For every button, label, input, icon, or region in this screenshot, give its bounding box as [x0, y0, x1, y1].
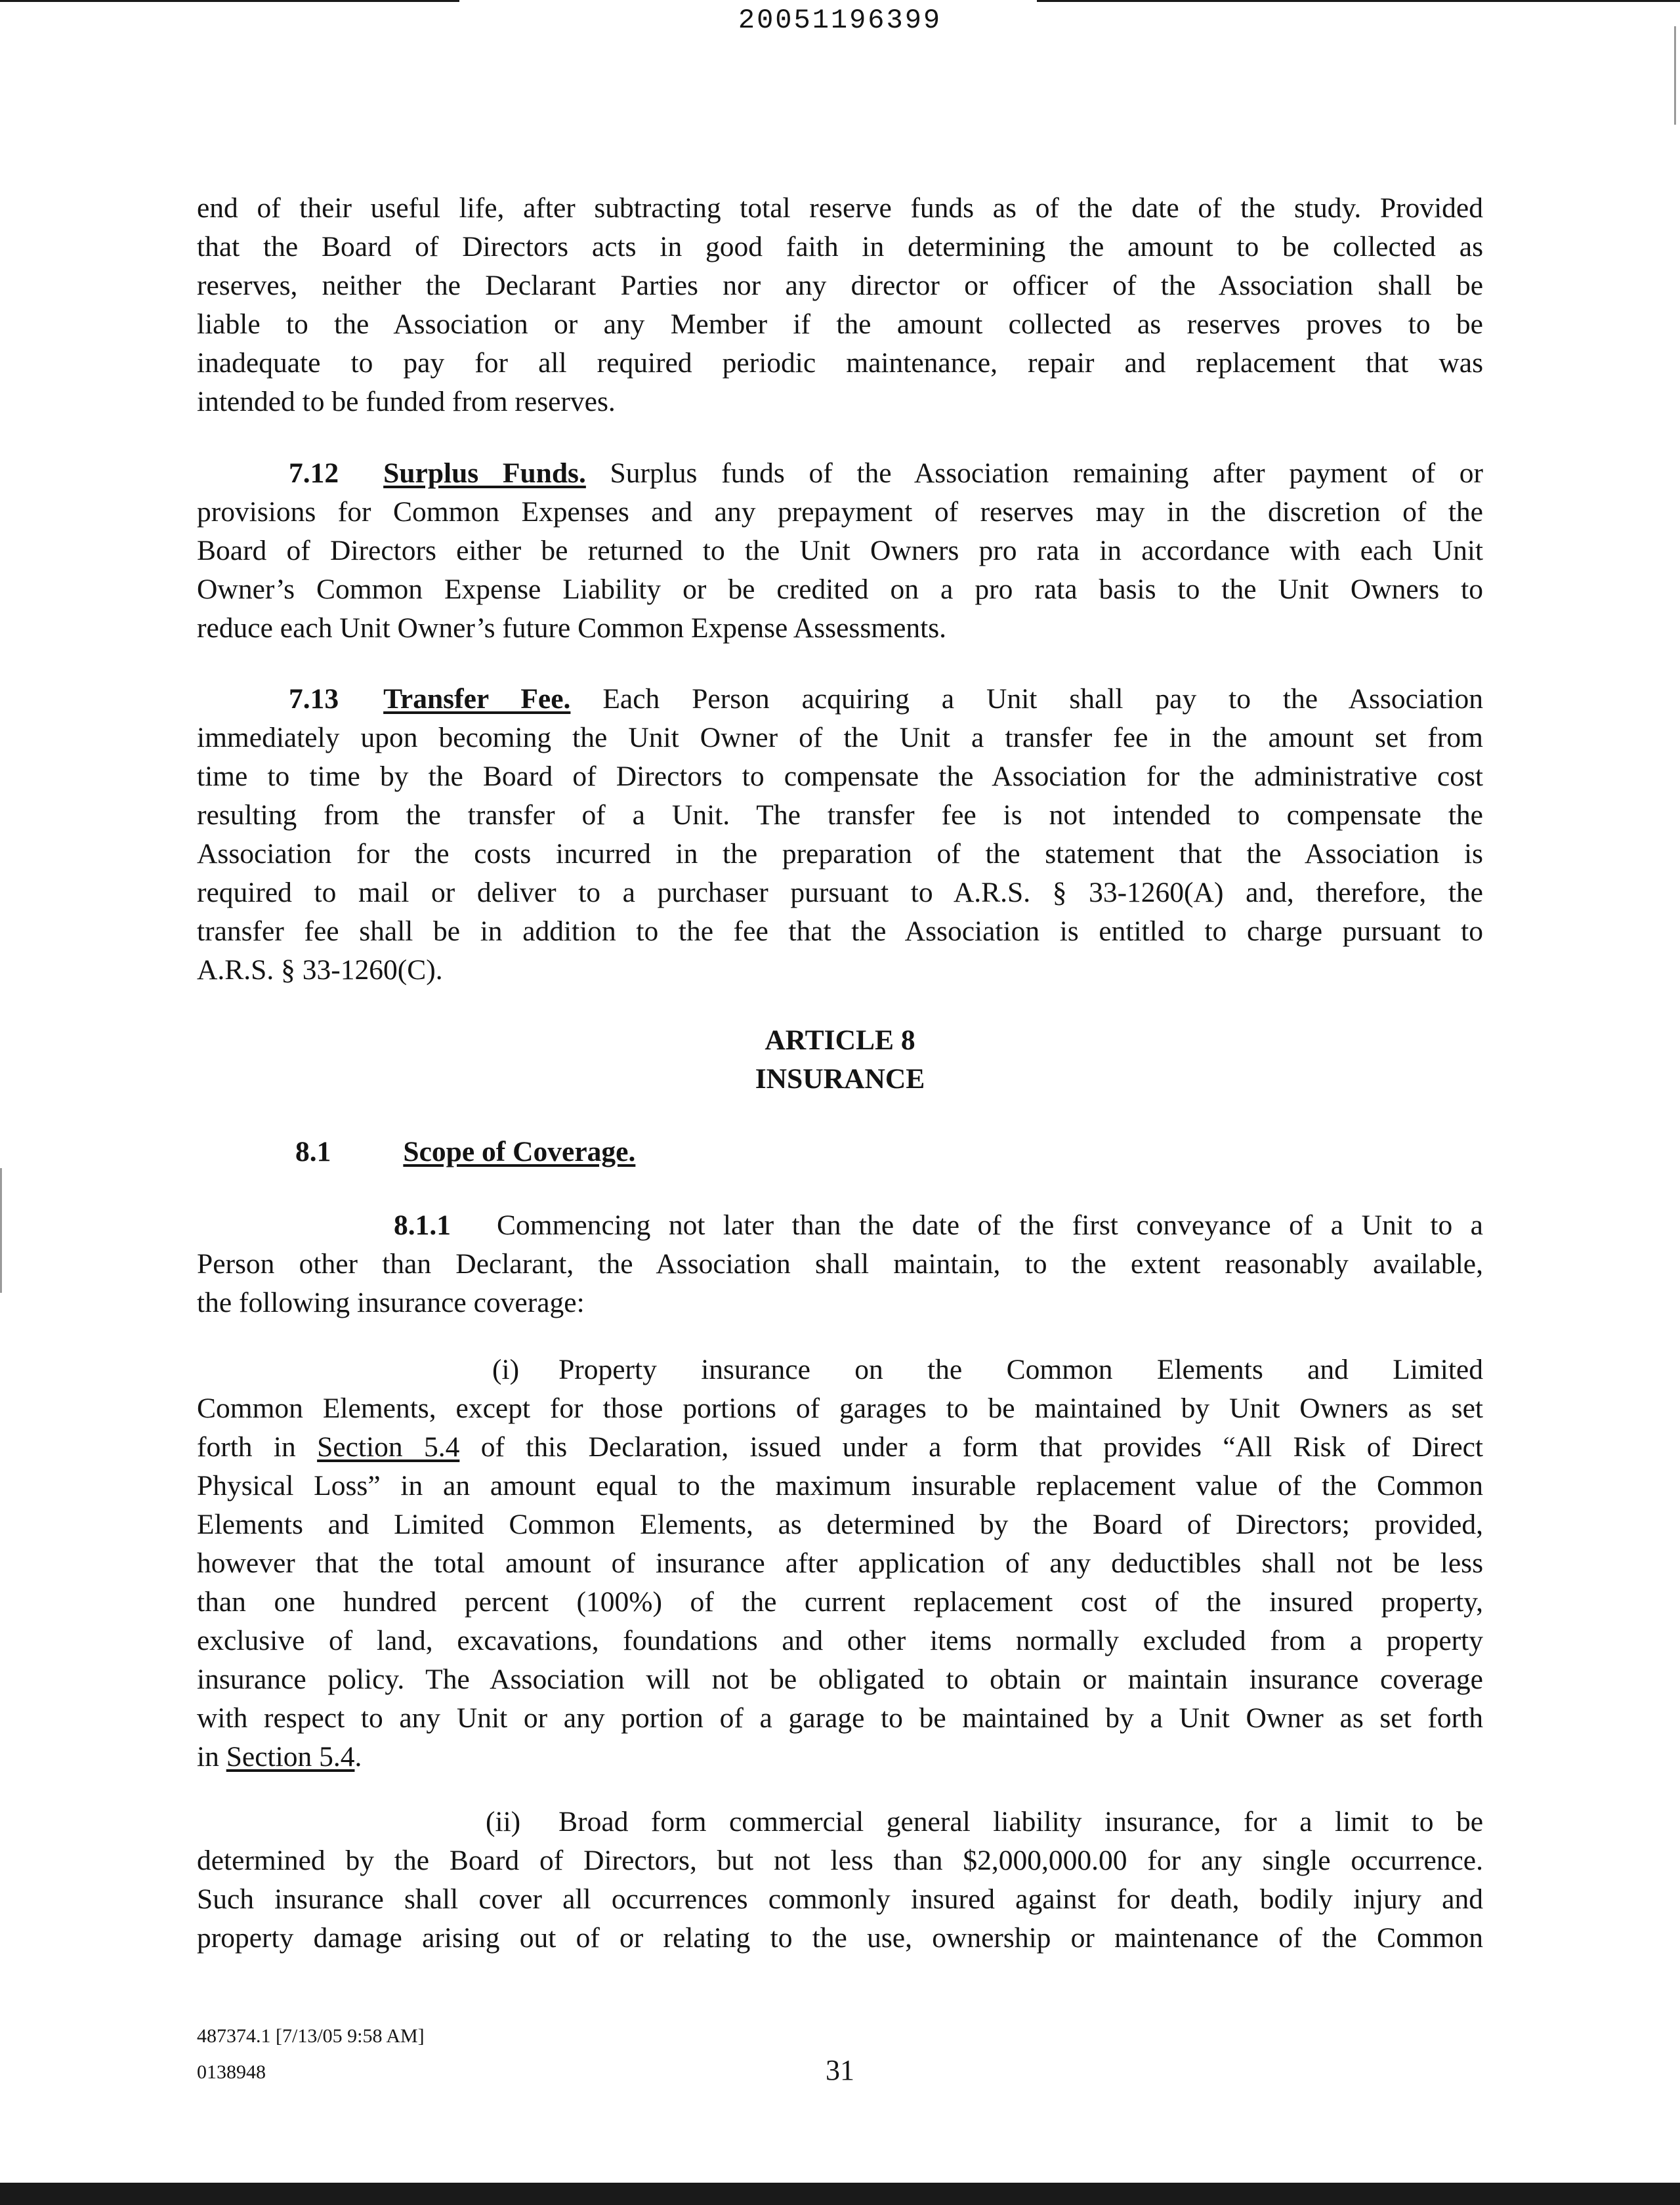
text-line: exclusive of land, excavations, foundations and other items normally excluded from a property: [197, 1625, 1483, 1656]
text-line: Person other than Declarant, the Association shall maintain, to the extent reasonably available,: [197, 1248, 1483, 1280]
text-line: determined by the Board of Directors, but not less than $2,000,000.00 for any single occurrence.: [197, 1845, 1483, 1876]
section-title: Scope of Coverage.: [403, 1136, 636, 1167]
text-line: insurance policy. The Association will not be obligated to obtain or maintain insurance coverage: [197, 1664, 1483, 1695]
text-line: liable to the Association or any Member if the amount collected as reserves proves to be: [197, 308, 1483, 340]
text-line: resulting from the transfer of a Unit. The transfer fee is not intended to compensate the: [197, 799, 1483, 831]
page-number: 31: [826, 2054, 854, 2086]
section-title: Transfer Fee.: [383, 683, 571, 715]
right-edge-mark: [1674, 26, 1676, 125]
section-7-12: [197, 454, 1483, 648]
section-number: 8.1.1: [394, 1209, 451, 1241]
section-first-line: [197, 1206, 1483, 1245]
text-line: in Section 5.4.: [197, 1741, 362, 1773]
text-line: required to mail or deliver to a purchaser pursuant to A.R.S. § 33-1260(A) and, therefore, the: [197, 877, 1483, 908]
section-8-1-heading: [197, 1133, 1483, 1171]
section-8-1-1: [197, 1206, 1483, 1322]
text-line: Owner’s Common Expense Liability or be credited on a pro rata basis to the Unit Owners to: [197, 574, 1483, 605]
text-line: intended to be funded from reserves.: [197, 386, 616, 417]
text-line: provisions for Common Expenses and any prepayment of reserves may in the discretion of the: [197, 496, 1483, 528]
section-7-13: [197, 680, 1483, 990]
item-marker: (i): [492, 1354, 520, 1385]
text-line: Common Elements, except for those portions of garages to be maintained by Unit Owners as set: [197, 1393, 1483, 1424]
left-edge-mark: [0, 1168, 2, 1293]
bottom-scan-border: [0, 2183, 1680, 2205]
item-i-paragraph: [197, 1351, 1483, 1776]
text-line: property damage arising out of or relating to the use, ownership or maintenance of the Common: [197, 1922, 1483, 1954]
section-number: 7.13: [289, 683, 339, 715]
text-line: that the Board of Directors acts in good faith in determining the amount to be collected as: [197, 231, 1483, 262]
text-line: forth in Section 5.4 of this Declaration, issued under a form that provides “All Risk of Direct: [197, 1431, 1484, 1463]
article-label: ARTICLE 8: [765, 1024, 915, 1056]
text-line: inadequate to pay for all required periodic maintenance, repair and replacement that was: [197, 347, 1483, 379]
text-line: reserves, neither the Declarant Parties nor any director or officer of the Association shall be: [197, 270, 1483, 301]
section-first-line: [197, 680, 1483, 719]
text-line: time to time by the Board of Directors to compensate the Association for the administrative cost: [197, 761, 1483, 792]
section-number: 7.12: [289, 457, 339, 489]
text-run: Surplus funds of the Association remaining after payment of or: [610, 457, 1483, 489]
item-first-line: [197, 1803, 1483, 1841]
text-line: the following insurance coverage:: [197, 1287, 585, 1318]
text-line: end of their useful life, after subtracting total reserve funds as of the date of the study. Provided: [197, 192, 1483, 224]
text-run: Each Person acquiring a Unit shall pay to the Association: [602, 683, 1484, 715]
section-reference-link: Section 5.4: [317, 1431, 460, 1463]
text-line: Such insurance shall cover all occurrences commonly insured against for death, bodily injury and: [197, 1883, 1483, 1915]
article-heading: [197, 1021, 1483, 1099]
top-scan-rule-left: [0, 0, 459, 2]
section-first-line: [197, 454, 1483, 493]
top-scan-rule-right: [1037, 0, 1680, 2]
text-line: transfer fee shall be in addition to the fee that the Association is entitled to charge pursuant to: [197, 915, 1483, 947]
document-number: 20051196399: [738, 5, 942, 36]
text-line: than one hundred percent (100%) of the current replacement cost of the insured property,: [197, 1586, 1483, 1618]
footer-doc-version: 487374.1 [7/13/05 9:58 AM]: [197, 2025, 425, 2047]
text-line: reduce each Unit Owner’s future Common Expense Assessments.: [197, 612, 947, 644]
section-number: 8.1: [295, 1136, 331, 1167]
text-line: Board of Directors either be returned to the Unit Owners pro rata in accordance with each Unit: [197, 535, 1483, 566]
text-line: Physical Loss” in an amount equal to the maximum insurable replacement value of the Common: [197, 1470, 1483, 1502]
section-reference-link: Section 5.4: [226, 1741, 355, 1773]
item-marker: (ii): [486, 1806, 521, 1838]
text-run: Broad form commercial general liability insurance, for a limit to be: [558, 1806, 1483, 1838]
article-title: INSURANCE: [755, 1063, 925, 1095]
text-line: with respect to any Unit or any portion of a garage to be maintained by a Unit Owner as set forth: [197, 1702, 1483, 1734]
text-line: Elements and Limited Common Elements, as determined by the Board of Directors; provided,: [197, 1509, 1483, 1540]
text-line: immediately upon becoming the Unit Owner of the Unit a transfer fee in the amount set from: [197, 722, 1483, 753]
text-line: however that the total amount of insurance after application of any deductibles shall not be less: [197, 1547, 1483, 1579]
section-title: Surplus Funds.: [383, 457, 586, 489]
text-run: Commencing not later than the date of the first conveyance of a Unit to a: [497, 1209, 1483, 1241]
text-line: A.R.S. § 33-1260(C).: [197, 954, 443, 986]
item-first-line: [197, 1351, 1483, 1389]
footer-client-number: 0138948: [197, 2061, 266, 2083]
item-ii-paragraph: [197, 1803, 1483, 1958]
continuation-paragraph: [197, 189, 1483, 421]
text-run: Property insurance on the Common Elements and Limited: [558, 1354, 1483, 1385]
text-line: Association for the costs incurred in the preparation of the statement that the Association is: [197, 838, 1483, 870]
